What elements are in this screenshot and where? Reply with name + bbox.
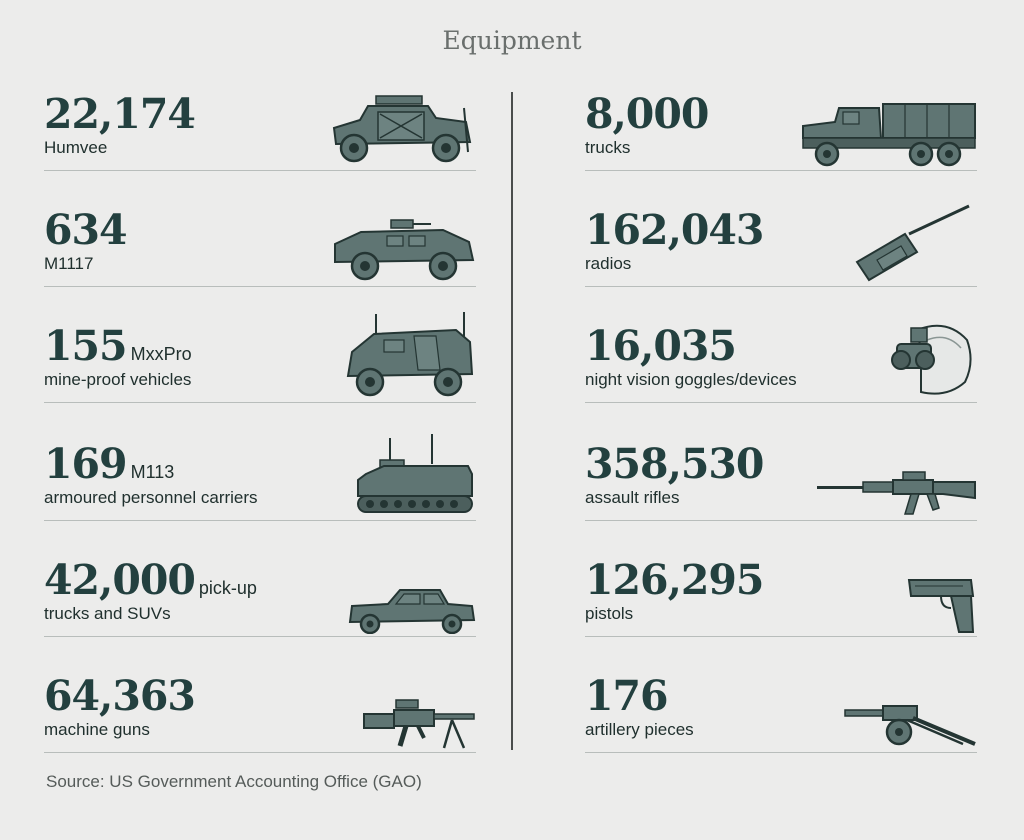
military-truck-icon [799,98,977,168]
item-value: 176 [585,672,668,720]
item-value: 8,000 [585,90,709,138]
equipment-item-night-vision [585,324,977,403]
item-value: 22,174 [44,90,195,138]
equipment-item-humvee [44,92,476,171]
humvee-icon [328,90,476,168]
item-value: 634 [44,206,127,254]
equipment-item-radios [585,208,977,287]
item-suffix: M113 [130,462,175,482]
item-label: mine-proof vehicles [44,370,192,389]
equipment-item-pickup [44,558,476,637]
item-suffix: MxxPro [130,344,192,364]
equipment-item-trucks [585,92,977,171]
pickup-truck-icon [348,586,476,634]
source-note: Source: US Government Accounting Office (GAO) [46,772,422,791]
item-label: pistols [585,604,634,623]
item-label: trucks [585,138,631,157]
item-value: 358,530 [585,440,764,488]
item-label: radios [585,254,632,273]
item-value: 64,363 [44,672,195,720]
item-label: assault rifles [585,488,680,507]
item-value: 16,035 [585,322,736,370]
item-value: 126,295 [585,556,764,604]
artillery-icon [843,700,977,750]
item-label: armoured personnel carriers [44,488,258,507]
equipment-item-machine-guns [44,674,476,753]
item-label: M1117 [44,254,94,273]
column-divider [511,92,513,750]
equipment-item-artillery [585,674,977,753]
item-suffix: pick-up [198,578,257,598]
apc-tracked-icon [354,434,476,518]
equipment-item-pistols [585,558,977,637]
night-vision-goggles-icon [887,320,977,400]
mrap-icon [344,312,476,400]
item-value: 42,000 pick-up [44,556,257,604]
item-label: machine guns [44,720,150,739]
equipment-item-m1117 [44,208,476,287]
item-label: artillery pieces [585,720,694,739]
equipment-item-assault-rifles [585,442,977,521]
radio-icon [851,204,977,284]
item-label: night vision goggles/devices [585,370,797,389]
item-label: trucks and SUVs [44,604,171,623]
armored-vehicle-icon [331,214,476,284]
pistol-icon [907,576,977,634]
equipment-item-m113 [44,442,476,521]
item-value: 169 M113 [44,440,175,488]
item-label: Humvee [44,138,108,157]
equipment-item-mxxpro [44,324,476,403]
item-value: 162,043 [585,206,764,254]
page-title: Equipment [442,26,582,55]
item-value: 155 MxxPro [44,322,192,370]
assault-rifle-icon [815,470,977,518]
machine-gun-icon [360,690,476,750]
